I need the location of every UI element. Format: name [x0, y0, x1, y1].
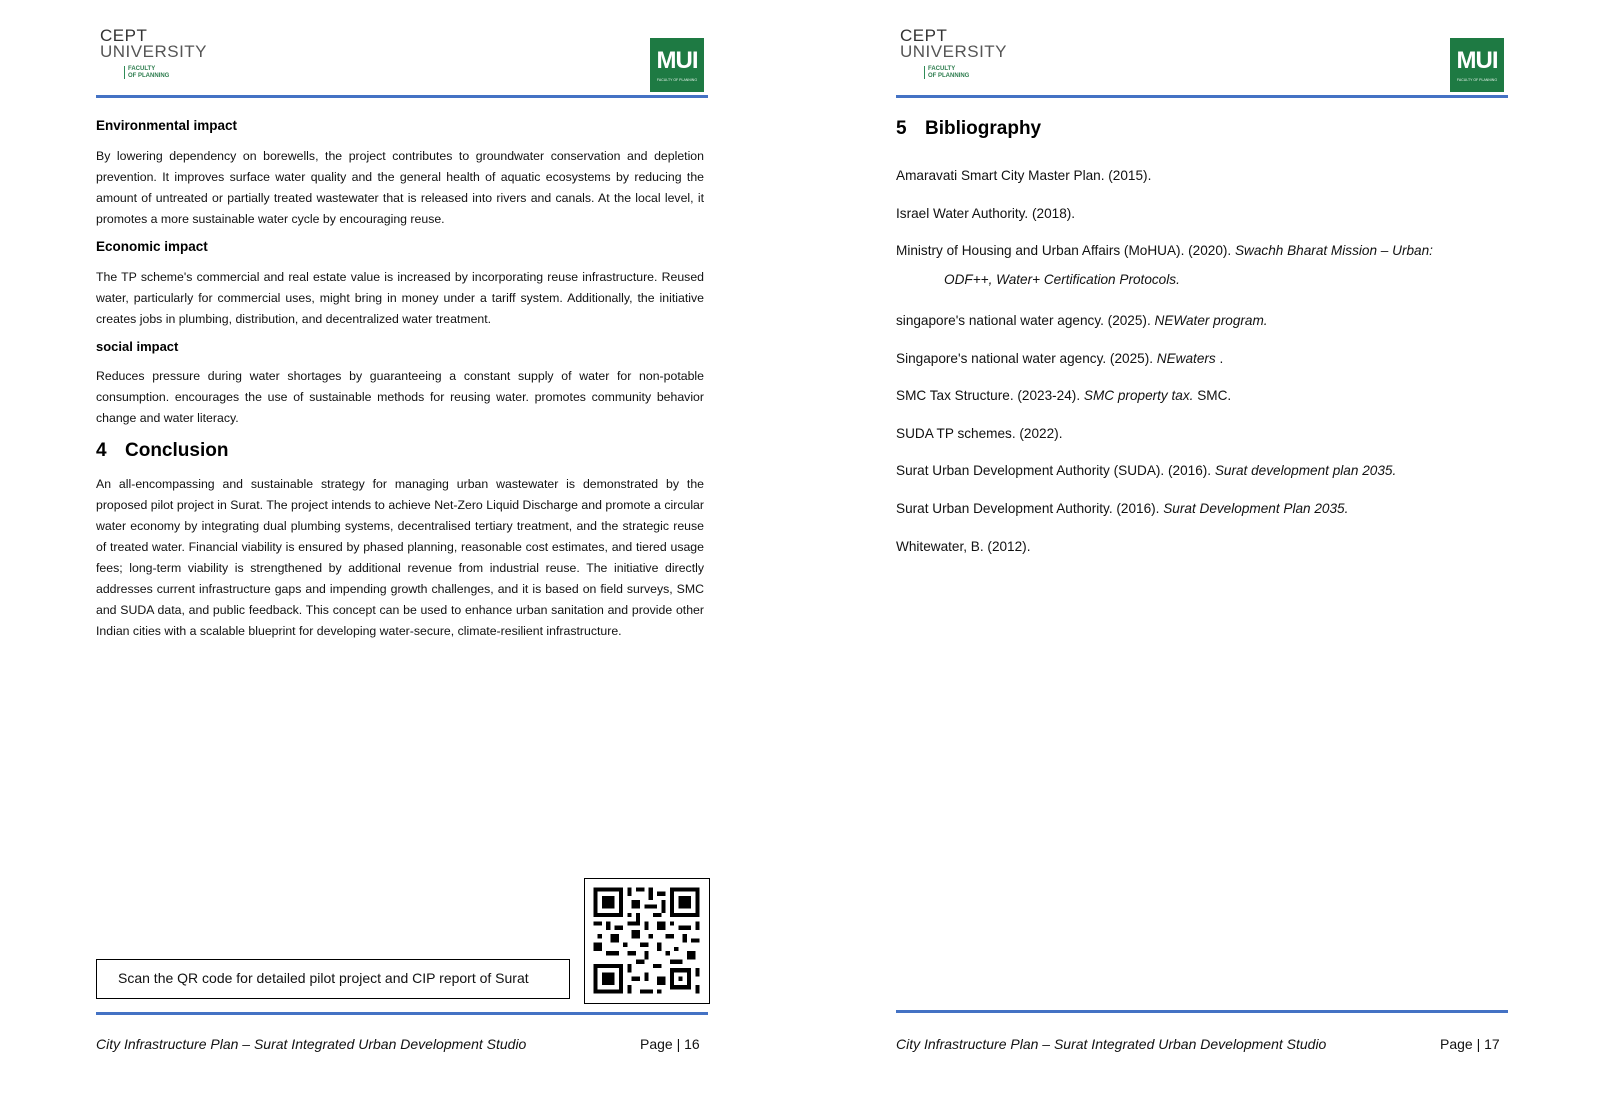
cept-logo-line1: CEPT [100, 26, 148, 45]
mui-logo [1450, 38, 1504, 92]
mui-logo-subtext: FACULTY OF PLANNING [656, 78, 698, 82]
conclusion-text: An all-encompassing and sustainable strategy for managing urban wastewater is demonstrated by the proposed pilot project in Surat. The project intends to achieve Net-Zero Liquid Discharge and promote a circular water economy by integrating dual plumbing systems, decentralised tertiary treatment, and the strategic reuse of treated water. Financial viability is ensured by phased planning, reasonable cost estimates, and tiered usage fees; long-term viability is strengthened by additional revenue from industrial reuse. The initiative directly addresses current infrastructure gaps and impending growth challenges, and it is based on field surveys, SMC and SUDA data, and public feedback. This concept can be used to enhance urban sanitation and provide other Indian cities with a scalable blueprint for developing water-secure, climate-resilient infrastructure. [96, 477, 704, 638]
header-rule [96, 95, 708, 98]
mui-logo-subtext: FACULTY OF PLANNING [1456, 78, 1498, 82]
cept-university-logo [100, 26, 208, 84]
footer-title: City Infrastructure Plan – Surat Integrated Urban Development Studio [96, 1036, 527, 1052]
bibliography-entry: Ministry of Housing and Urban Affairs (MoHUA). (2020). Swachh Bharat Mission – Urban: ODF++, Water+ Certification Protocols. [896, 243, 1433, 287]
conclusion-heading [96, 440, 228, 462]
bibliography-entry: Surat Urban Development Authority. (2016). Surat Development Plan 2035. [896, 501, 1349, 516]
economic-impact-heading: Economic impact [96, 239, 208, 254]
social-impact-text: Reduces pressure during water shortages by guaranteeing a constant supply of water for non-potable consumption. encourages the use of sustainable methods for reusing water. promotes community behavior change and water literacy. [96, 369, 704, 425]
page-17 [800, 0, 1600, 1119]
environmental-impact-heading: Environmental impact [96, 118, 238, 133]
economic-impact-text: The TP scheme's commercial and real estate value is increased by incorporating reuse infrastructure. Reused water, particularly for commercial uses, might bring in money under a tariff system. Additionally, the initiative creates jobs in plumbing, distribution, and decentralized water treatment. [96, 270, 704, 326]
bibliography-entry: Singapore's national water agency. (2025). NEwaters . [896, 351, 1224, 366]
social-impact-heading: social impact [96, 339, 179, 354]
qr-caption-box: Scan the QR code for detailed pilot project and CIP report of Surat [96, 959, 570, 999]
bibliography-entry: Whitewater, B. (2012). [896, 539, 1031, 554]
footer-rule [896, 1010, 1508, 1013]
cept-logo-line2: UNIVERSITY [900, 42, 1008, 61]
mui-logo-text: MUI [1456, 47, 1498, 74]
faculty-of-planning-label: FACULTY OF PLANNING [924, 66, 969, 79]
conclusion-number: 4 [96, 440, 107, 461]
bibliography-entry: Israel Water Authority. (2018). [896, 206, 1076, 221]
qr-code-icon [585, 879, 708, 1002]
cept-university-logo [900, 26, 1008, 84]
footer-title: City Infrastructure Plan – Surat Integrated Urban Development Studio [896, 1036, 1327, 1052]
footer-rule [96, 1012, 708, 1015]
faculty-of-planning-label: FACULTY OF PLANNING [124, 66, 169, 79]
bibliography-entry: Surat Urban Development Authority (SUDA). (2016). Surat development plan 2035. [896, 463, 1397, 478]
mui-logo [650, 38, 704, 92]
bibliography-title: Bibliography [925, 118, 1042, 139]
bibliography-heading [896, 118, 1041, 140]
bibliography-entry: Amaravati Smart City Master Plan. (2015). [896, 168, 1152, 183]
bibliography-entry: SMC Tax Structure. (2023-24). SMC property tax. SMC. [896, 388, 1232, 403]
bibliography-entry: singapore's national water agency. (2025). NEWater program. [896, 313, 1268, 328]
bibliography-entry: SUDA TP schemes. (2022). [896, 426, 1063, 441]
page-number: Page | 16 [640, 1036, 700, 1052]
qr-code[interactable] [584, 878, 710, 1004]
header-rule [896, 95, 1508, 98]
bibliography-number: 5 [896, 118, 907, 139]
cept-logo-line2: UNIVERSITY [100, 42, 208, 61]
page-number: Page | 17 [1440, 1036, 1500, 1052]
environmental-impact-text: By lowering dependency on borewells, the project contributes to groundwater conservation and depletion prevention. It improves surface water quality and the general health of aquatic ecosystems by reducing the amount of untreated or partially treated wastewater that is released into rivers and canals. At the local level, it promotes a more sustainable water cycle by encouraging reuse. [96, 149, 704, 226]
conclusion-title: Conclusion [125, 440, 229, 461]
mui-logo-text: MUI [656, 47, 698, 74]
cept-logo-line1: CEPT [900, 26, 948, 45]
